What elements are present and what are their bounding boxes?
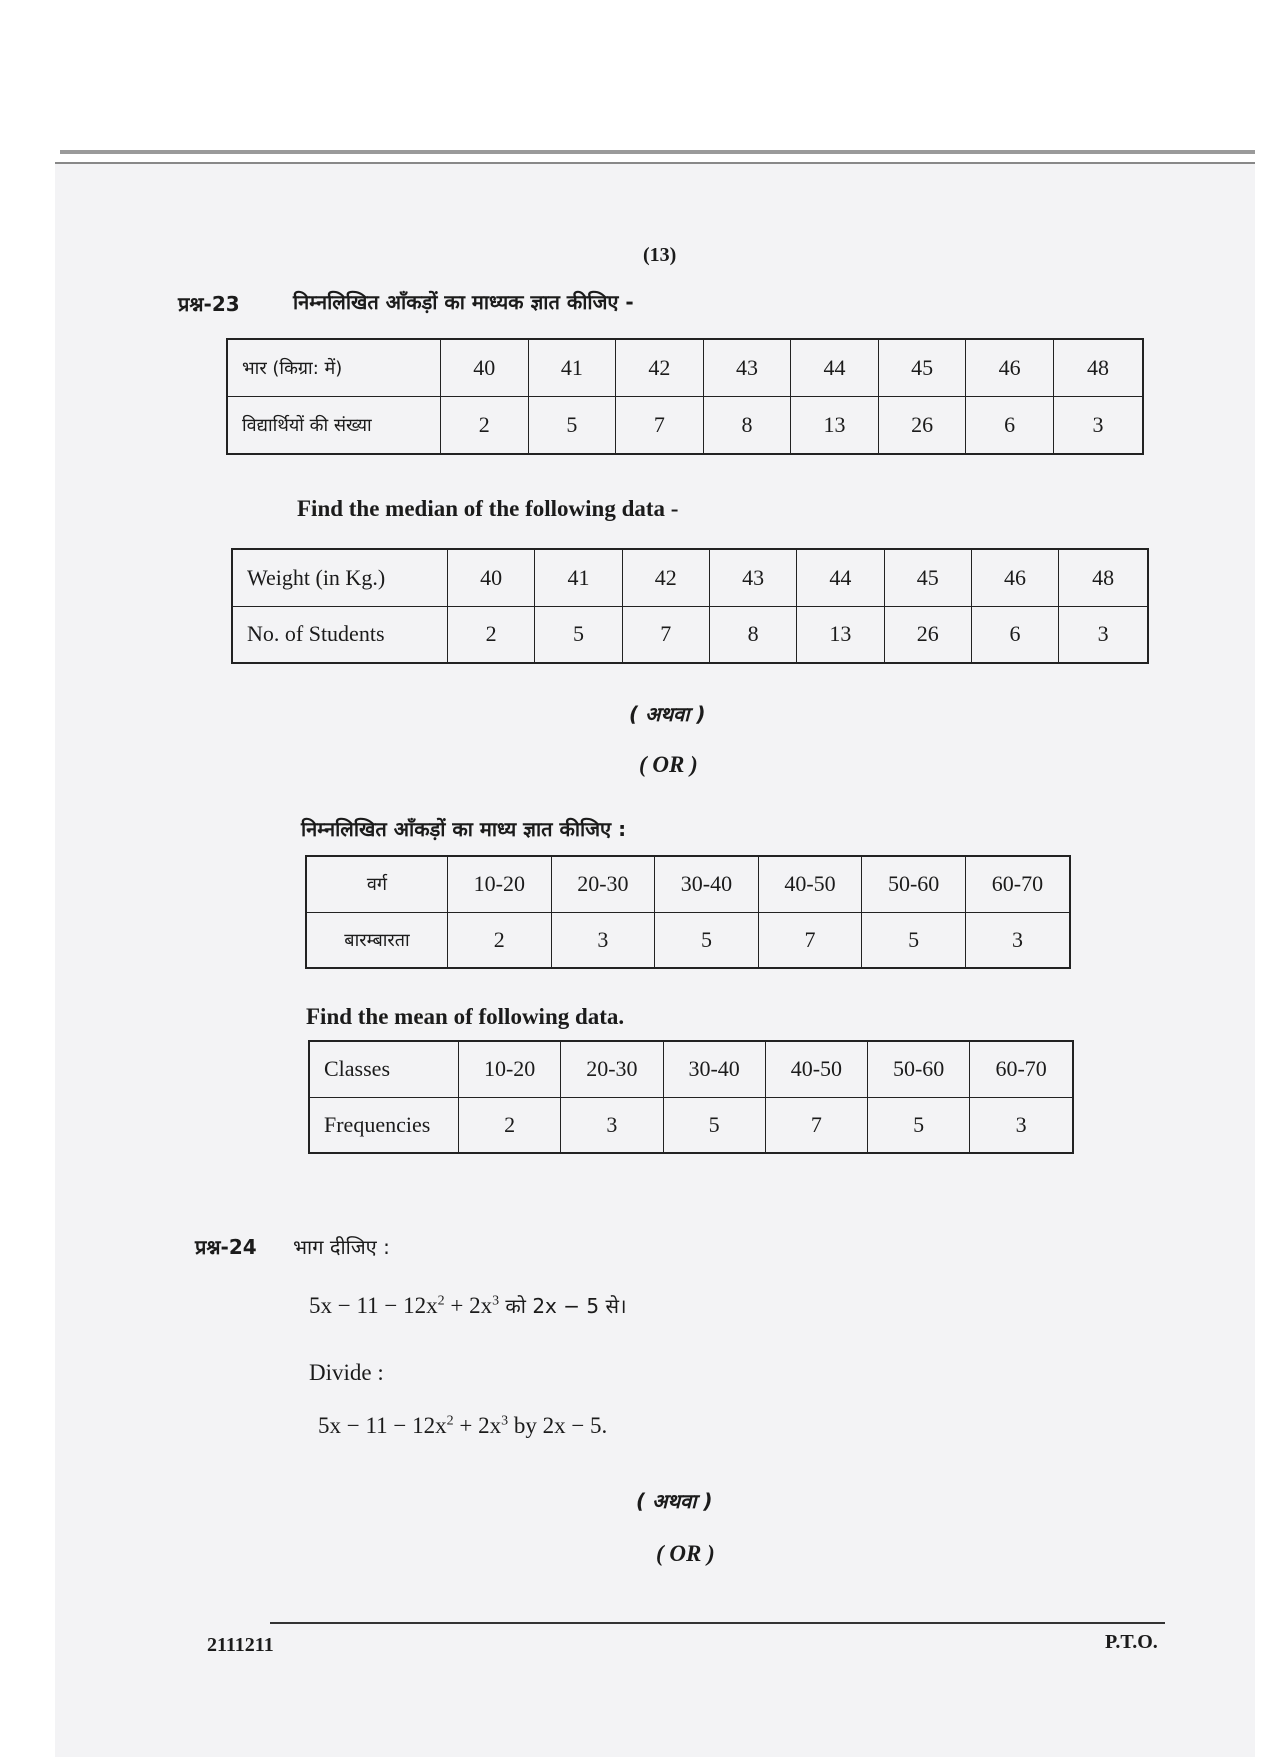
table-cell: 42: [616, 339, 704, 397]
page-edge-shadow: [60, 150, 1255, 154]
table-cell: 13: [797, 606, 884, 663]
table-cell: 60-70: [970, 1041, 1073, 1097]
table-cell: 30-40: [663, 1041, 765, 1097]
table-cell: 2: [448, 912, 552, 968]
q23-alt-english-table: [308, 1040, 1074, 1154]
paper-code: 2111211: [207, 1634, 274, 1656]
q23-english-instruction: Find the median of the following data -: [297, 496, 679, 521]
q24-hindi-instruction: भाग दीजिए :: [293, 1235, 390, 1259]
q23-alt-english-instruction: Find the mean of following data.: [306, 1004, 625, 1029]
table-row-header: विद्यार्थियों की संख्या: [227, 397, 441, 455]
q24-or-hindi: ( अथवा ): [636, 1489, 713, 1513]
table-cell: 3: [965, 912, 1070, 968]
expr-part: + 2x: [453, 1413, 502, 1438]
table-cell: 20-30: [561, 1041, 663, 1097]
pto-label: P.T.O.: [1105, 1631, 1158, 1653]
table-cell: 50-60: [862, 856, 966, 912]
table-cell: 8: [709, 606, 796, 663]
expr-part: 5x − 11 − 12x: [318, 1413, 447, 1438]
table-row-header: Frequencies: [309, 1097, 459, 1153]
table-row: [227, 397, 1143, 455]
table-cell: 41: [535, 549, 622, 606]
table-row: [227, 339, 1143, 397]
table-cell: 7: [765, 1097, 867, 1153]
table-cell: 30-40: [655, 856, 759, 912]
table-cell: 10-20: [448, 856, 552, 912]
table-cell: 20-30: [551, 856, 655, 912]
table-cell: 42: [622, 549, 709, 606]
table-cell: 40-50: [758, 856, 862, 912]
table-row: [232, 606, 1148, 663]
table-cell: 2: [459, 1097, 561, 1153]
table-cell: 3: [1059, 606, 1148, 663]
expr-part: को 2x − 5 से।: [499, 1294, 627, 1318]
table-cell: 7: [622, 606, 709, 663]
exponent: 2: [446, 1413, 454, 1429]
table-cell: 3: [1053, 397, 1143, 455]
expr-part: + 2x: [444, 1293, 493, 1318]
table-cell: 10-20: [459, 1041, 561, 1097]
table-cell: 50-60: [868, 1041, 970, 1097]
table-cell: 48: [1059, 549, 1148, 606]
table-cell: 44: [797, 549, 884, 606]
table-cell: 7: [758, 912, 862, 968]
page-number: (13): [643, 244, 677, 266]
table-cell: 5: [535, 606, 622, 663]
table-row-header: No. of Students: [232, 606, 448, 663]
q24-or-english: ( OR ): [656, 1541, 715, 1566]
table-row-header: भार (किग्रा: में): [227, 339, 441, 397]
expr-part: by 2x − 5.: [508, 1413, 608, 1438]
table-cell: 46: [966, 339, 1054, 397]
question-24-label: प्रश्न-24: [195, 1235, 257, 1259]
table-cell: 43: [709, 549, 796, 606]
table-cell: 26: [878, 397, 966, 455]
table-cell: 26: [884, 606, 971, 663]
table-cell: 40-50: [765, 1041, 867, 1097]
table-cell: 13: [791, 397, 879, 455]
table-row: [232, 549, 1148, 606]
q23-hindi-table: [226, 338, 1144, 455]
q23-alt-hindi-table: [305, 855, 1071, 969]
question-23-label: प्रश्न-23: [178, 292, 240, 316]
table-cell: 7: [616, 397, 704, 455]
table-row-header: बारम्बारता: [306, 912, 448, 968]
exponent: 3: [501, 1413, 509, 1429]
footer-rule: [270, 1622, 1165, 1624]
table-cell: 5: [868, 1097, 970, 1153]
table-cell: 48: [1053, 339, 1143, 397]
table-cell: 43: [703, 339, 791, 397]
table-row-header: वर्ग: [306, 856, 448, 912]
q24-english-expression: [318, 1413, 607, 1439]
table-cell: 8: [703, 397, 791, 455]
table-cell: 3: [970, 1097, 1073, 1153]
table-cell: 3: [551, 912, 655, 968]
table-row: [309, 1097, 1073, 1153]
table-cell: 41: [528, 339, 616, 397]
q24-hindi-expression: [309, 1292, 627, 1319]
q24-english-instruction: Divide :: [309, 1360, 384, 1385]
table-cell: 44: [791, 339, 879, 397]
q23-alt-hindi-instruction: निम्नलिखित आँकड़ों का माध्य ज्ञात कीजिए :: [301, 817, 627, 841]
table-row: [309, 1041, 1073, 1097]
table-row: [306, 856, 1070, 912]
table-cell: 6: [966, 397, 1054, 455]
table-row: [306, 912, 1070, 968]
q23-or-english: ( OR ): [639, 752, 698, 777]
table-row-header: Classes: [309, 1041, 459, 1097]
table-cell: 5: [862, 912, 966, 968]
expr-part: 5x − 11 − 12x: [309, 1293, 438, 1318]
table-cell: 40: [448, 549, 535, 606]
table-cell: 5: [528, 397, 616, 455]
table-cell: 5: [655, 912, 759, 968]
exponent: 2: [437, 1293, 445, 1309]
table-row-header: Weight (in Kg.): [232, 549, 448, 606]
table-cell: 45: [878, 339, 966, 397]
q23-hindi-instruction: निम्नलिखित आँकड़ों का माध्यक ज्ञात कीजिए -: [293, 290, 634, 314]
q23-or-hindi: ( अथवा ): [629, 702, 706, 726]
exponent: 3: [492, 1293, 500, 1309]
table-cell: 6: [971, 606, 1058, 663]
table-cell: 3: [561, 1097, 663, 1153]
table-cell: 40: [441, 339, 529, 397]
table-cell: 60-70: [965, 856, 1070, 912]
table-cell: 5: [663, 1097, 765, 1153]
q23-english-table: [231, 548, 1149, 664]
table-cell: 46: [971, 549, 1058, 606]
table-cell: 45: [884, 549, 971, 606]
table-cell: 2: [448, 606, 535, 663]
table-cell: 2: [441, 397, 529, 455]
